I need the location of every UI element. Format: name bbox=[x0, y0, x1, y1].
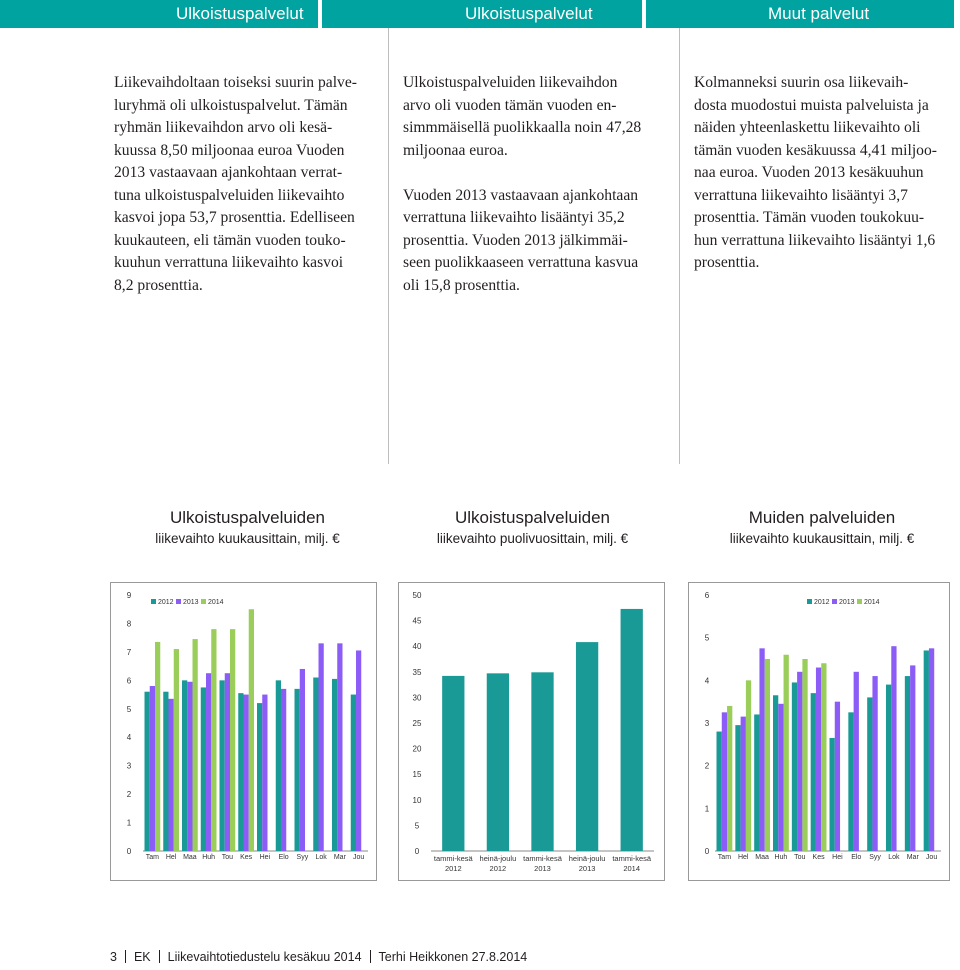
chart-monthly-outsourcing bbox=[110, 582, 377, 881]
footer-separator bbox=[125, 950, 126, 963]
tab-outsourcing-2-label: Ulkoistuspalvelut bbox=[465, 4, 593, 23]
bar-2012-2 bbox=[182, 680, 187, 851]
bar-2012-5 bbox=[238, 693, 243, 851]
y-tick-label: 2 bbox=[126, 790, 132, 800]
chart-0-svg bbox=[111, 583, 376, 880]
chart-title-1-main: Ulkoistuspalveluiden bbox=[170, 508, 325, 527]
chart-title-3 bbox=[688, 507, 956, 549]
x-tick-label: Lok bbox=[888, 854, 900, 861]
column-divider-1 bbox=[388, 28, 389, 464]
y-tick-label: 30 bbox=[412, 693, 422, 703]
y-tick-label: 3 bbox=[704, 719, 710, 728]
y-tick-label: 25 bbox=[412, 719, 422, 728]
x-tick-label: Tam bbox=[717, 854, 732, 861]
footer-page-number: 3 bbox=[110, 950, 117, 964]
bar-2014-2 bbox=[765, 659, 770, 851]
y-tick-label: 35 bbox=[412, 667, 422, 677]
x-tick-label: tammi-kesä 2013 bbox=[523, 854, 562, 873]
bar-2012-0 bbox=[145, 692, 150, 851]
y-tick-label: 45 bbox=[412, 616, 422, 626]
bar-2012-11 bbox=[351, 695, 356, 851]
bar-2014-0 bbox=[727, 706, 732, 851]
tab-other-services bbox=[646, 0, 954, 28]
chart-title-2-main: Ulkoistuspalveluiden bbox=[455, 508, 610, 527]
x-tick-label: Hei bbox=[259, 854, 271, 861]
bar-2012-3 bbox=[201, 687, 206, 851]
bar-2012-7 bbox=[276, 680, 281, 851]
bar-2014-1 bbox=[746, 680, 751, 851]
bar-2013-11 bbox=[356, 650, 361, 851]
column-divider-2 bbox=[679, 28, 680, 464]
x-tick-label: Hel bbox=[165, 854, 177, 861]
bar-2012-7 bbox=[848, 712, 853, 851]
y-tick-label: 50 bbox=[412, 591, 422, 600]
footer-separator bbox=[159, 950, 160, 963]
footer-title: Liikevaihtotiedustelu kesäkuu 2014 bbox=[167, 950, 362, 964]
section-header-bar bbox=[0, 0, 960, 30]
y-tick-label: 0 bbox=[414, 847, 420, 856]
x-tick-label: heinä-joulu 2012 bbox=[479, 854, 517, 873]
y-tick-label: 9 bbox=[126, 591, 132, 600]
footer bbox=[110, 950, 527, 964]
legend-swatch-2012 bbox=[807, 599, 812, 604]
bar-2013-9 bbox=[319, 643, 324, 851]
bar-2014-3 bbox=[784, 655, 789, 851]
tab-other-services-label: Muut palvelut bbox=[768, 4, 870, 23]
bar-2013-9 bbox=[891, 646, 896, 851]
x-tick-label: Maa bbox=[755, 854, 769, 861]
bar-2012-5 bbox=[811, 693, 816, 851]
legend-swatch-2013 bbox=[176, 599, 181, 604]
x-tick-label: Hel bbox=[737, 854, 749, 861]
tab-outsourcing-1-label: Ulkoistuspalvelut bbox=[176, 4, 304, 23]
bar-2013-7 bbox=[854, 672, 859, 851]
y-tick-label: 5 bbox=[126, 704, 132, 714]
bar-value-3 bbox=[576, 642, 598, 851]
bar-2013-3 bbox=[778, 704, 783, 851]
bar-2013-4 bbox=[225, 673, 230, 851]
y-tick-label: 0 bbox=[126, 847, 132, 856]
x-tick-label: Mar bbox=[906, 854, 919, 861]
bar-2014-0 bbox=[155, 642, 160, 851]
bar-2012-4 bbox=[220, 680, 225, 851]
bar-2013-10 bbox=[337, 643, 342, 851]
chart-title-2-sub: liikevaihto puolivuosittain, milj. € bbox=[436, 531, 629, 546]
y-tick-label: 7 bbox=[126, 647, 132, 657]
bar-value-4 bbox=[621, 609, 643, 851]
legend-swatch-2014 bbox=[201, 599, 206, 604]
x-tick-label: Lok bbox=[315, 854, 327, 861]
y-tick-label: 8 bbox=[126, 619, 132, 629]
bar-2012-1 bbox=[735, 725, 740, 851]
footer-org: EK bbox=[133, 950, 151, 964]
bar-2012-6 bbox=[257, 703, 262, 851]
y-tick-label: 5 bbox=[704, 633, 710, 643]
x-tick-label: Kes bbox=[812, 854, 825, 861]
chart-2-svg bbox=[689, 583, 949, 880]
bar-2012-3 bbox=[773, 695, 778, 851]
bar-value-0 bbox=[442, 676, 464, 851]
y-tick-label: 15 bbox=[412, 770, 422, 780]
x-tick-label: Jou bbox=[925, 854, 938, 861]
y-tick-label: 1 bbox=[704, 804, 710, 814]
x-tick-label: Elo bbox=[851, 854, 862, 861]
bar-2012-2 bbox=[754, 714, 759, 851]
x-tick-label: Tou bbox=[221, 854, 234, 861]
x-tick-label: Kes bbox=[240, 854, 253, 861]
x-tick-label: tammi-kesä 2012 bbox=[433, 854, 473, 873]
bar-2012-8 bbox=[295, 689, 300, 851]
legend-label-2014: 2014 bbox=[864, 599, 880, 606]
legend-label-2012: 2012 bbox=[158, 599, 174, 606]
x-tick-label: Mar bbox=[333, 854, 346, 861]
bar-2012-9 bbox=[886, 685, 891, 851]
legend-label-2014: 2014 bbox=[208, 599, 224, 606]
bar-2014-4 bbox=[230, 629, 235, 851]
x-tick-label: Huh bbox=[774, 854, 788, 861]
footer-separator bbox=[370, 950, 371, 963]
y-tick-label: 4 bbox=[126, 733, 132, 743]
legend-label-2013: 2013 bbox=[183, 599, 199, 606]
bar-2014-3 bbox=[211, 629, 216, 851]
legend-label-2012: 2012 bbox=[814, 599, 830, 606]
y-tick-label: 0 bbox=[704, 847, 710, 856]
tab-outsourcing-2 bbox=[322, 0, 642, 28]
bar-2013-1 bbox=[169, 699, 174, 851]
bar-value-1 bbox=[487, 673, 509, 851]
bar-2014-4 bbox=[802, 659, 807, 851]
bar-2013-2 bbox=[187, 682, 192, 851]
bar-2013-5 bbox=[816, 668, 821, 851]
column-text-1: Liikevaihdoltaan toiseksi suurin palve- luryhmä oli ulkoistuspalvelut. Tämän ryhmän liikevaihdon arvo oli kesä- kuussa 8,50 miljoonaa euroa Vuoden 2013 vastaavaan ajankohtaan verrat- tuna ulkoistuspalveluiden liikevaihto kasvoi jopa 53,7 prosenttia. Edelliseen kuukauteen, eli tämän vuoden touko- kuuhun verrattuna liikevaihto kasvoi 8,2 prosenttia. bbox=[114, 74, 357, 294]
bar-2012-0 bbox=[717, 732, 722, 851]
legend-swatch-2014 bbox=[857, 599, 862, 604]
x-tick-label: Jou bbox=[352, 854, 365, 861]
x-tick-label: Tam bbox=[145, 854, 159, 861]
y-tick-label: 10 bbox=[412, 795, 422, 805]
x-tick-label: heinä-joulu 2013 bbox=[568, 854, 606, 873]
bar-value-2 bbox=[531, 672, 553, 851]
y-tick-label: 1 bbox=[126, 818, 132, 828]
x-tick-label: Tou bbox=[794, 854, 806, 861]
bar-2013-8 bbox=[872, 676, 877, 851]
bar-2012-11 bbox=[924, 650, 929, 851]
x-tick-label: Syy bbox=[869, 854, 881, 861]
bar-2013-1 bbox=[741, 717, 746, 851]
y-tick-label: 6 bbox=[126, 676, 132, 686]
tab-outsourcing-1 bbox=[0, 0, 318, 28]
bar-2014-5 bbox=[821, 663, 826, 851]
column-text-3: Kolmanneksi suurin osa liikevaih- dosta muodostui muista palveluista ja näiden yhteenlaskettu liikevaihto oli tämän vuoden kesäkuussa 4,41 miljoo- naa euroa. Vuoden 2013 kesäkuuhun verrattuna liikevaihto lisääntyi 3,7 prosenttia. Tämän vuoden toukokuu- hun verrattuna liikevaihto lisääntyi 1,6 prosenttia. bbox=[694, 74, 937, 271]
y-tick-label: 5 bbox=[414, 821, 420, 831]
bar-2013-10 bbox=[910, 665, 915, 851]
y-tick-label: 3 bbox=[126, 761, 132, 771]
y-tick-label: 6 bbox=[704, 591, 710, 600]
x-tick-label: tammi-kesä 2014 bbox=[612, 854, 652, 873]
bar-2012-10 bbox=[332, 679, 337, 851]
bar-2013-6 bbox=[262, 695, 267, 851]
legend-swatch-2012 bbox=[151, 599, 156, 604]
bar-2013-4 bbox=[797, 672, 802, 851]
chart-monthly-other bbox=[688, 582, 950, 881]
bar-2012-10 bbox=[905, 676, 910, 851]
x-tick-label: Syy bbox=[296, 854, 309, 861]
chart-title-2 bbox=[400, 507, 665, 549]
y-tick-label: 2 bbox=[704, 761, 710, 771]
bar-2012-9 bbox=[313, 677, 318, 851]
y-tick-label: 4 bbox=[704, 676, 710, 686]
chart-title-3-main: Muiden palveluiden bbox=[748, 508, 896, 527]
chart-title-1 bbox=[110, 507, 385, 549]
bar-2013-0 bbox=[722, 712, 727, 851]
bar-2013-3 bbox=[206, 673, 211, 851]
column-text-2: Ulkoistuspalveluiden liikevaihdon arvo oli vuoden tämän vuoden en- simmmäisellä puolikkaalla noin 47,28 miljoonaa euroa. Vuoden 2013 vastaavaan ajankohtaan verrattuna liikevaihto lisääntyi 35,2 prosenttia. Vuoden 2013 jälkimmäi- seen puolikkaaseen verrattuna kasvua oli 15,8 prosenttia. bbox=[403, 74, 642, 294]
bar-2014-1 bbox=[174, 649, 179, 851]
bar-2013-11 bbox=[929, 648, 934, 851]
bar-2013-5 bbox=[244, 695, 249, 851]
footer-author: Terhi Heikkonen 27.8.2014 bbox=[378, 950, 528, 964]
chart-title-3-sub: liikevaihto kuukausittain, milj. € bbox=[729, 531, 915, 546]
bar-2013-8 bbox=[300, 669, 305, 851]
chart-halfyear-outsourcing bbox=[398, 582, 665, 881]
chart-title-1-sub: liikevaihto kuukausittain, milj. € bbox=[155, 531, 340, 546]
bar-2012-8 bbox=[867, 697, 872, 851]
x-tick-label: Huh bbox=[202, 854, 216, 861]
y-tick-label: 40 bbox=[412, 642, 422, 652]
bar-2014-2 bbox=[193, 639, 198, 851]
legend-swatch-2013 bbox=[832, 599, 837, 604]
legend-label-2013: 2013 bbox=[839, 599, 855, 606]
bar-2013-6 bbox=[835, 702, 840, 851]
bar-2012-6 bbox=[830, 738, 835, 851]
bar-2013-0 bbox=[150, 686, 155, 851]
x-tick-label: Hei bbox=[832, 854, 843, 861]
bar-2013-7 bbox=[281, 689, 286, 851]
bar-2012-1 bbox=[163, 692, 168, 851]
y-tick-label: 20 bbox=[412, 744, 422, 754]
bar-2014-5 bbox=[249, 609, 254, 851]
x-tick-label: Elo bbox=[278, 854, 289, 861]
bar-2012-4 bbox=[792, 682, 797, 851]
x-tick-label: Maa bbox=[183, 854, 197, 861]
chart-1-svg bbox=[399, 583, 664, 880]
bar-2013-2 bbox=[759, 648, 764, 851]
